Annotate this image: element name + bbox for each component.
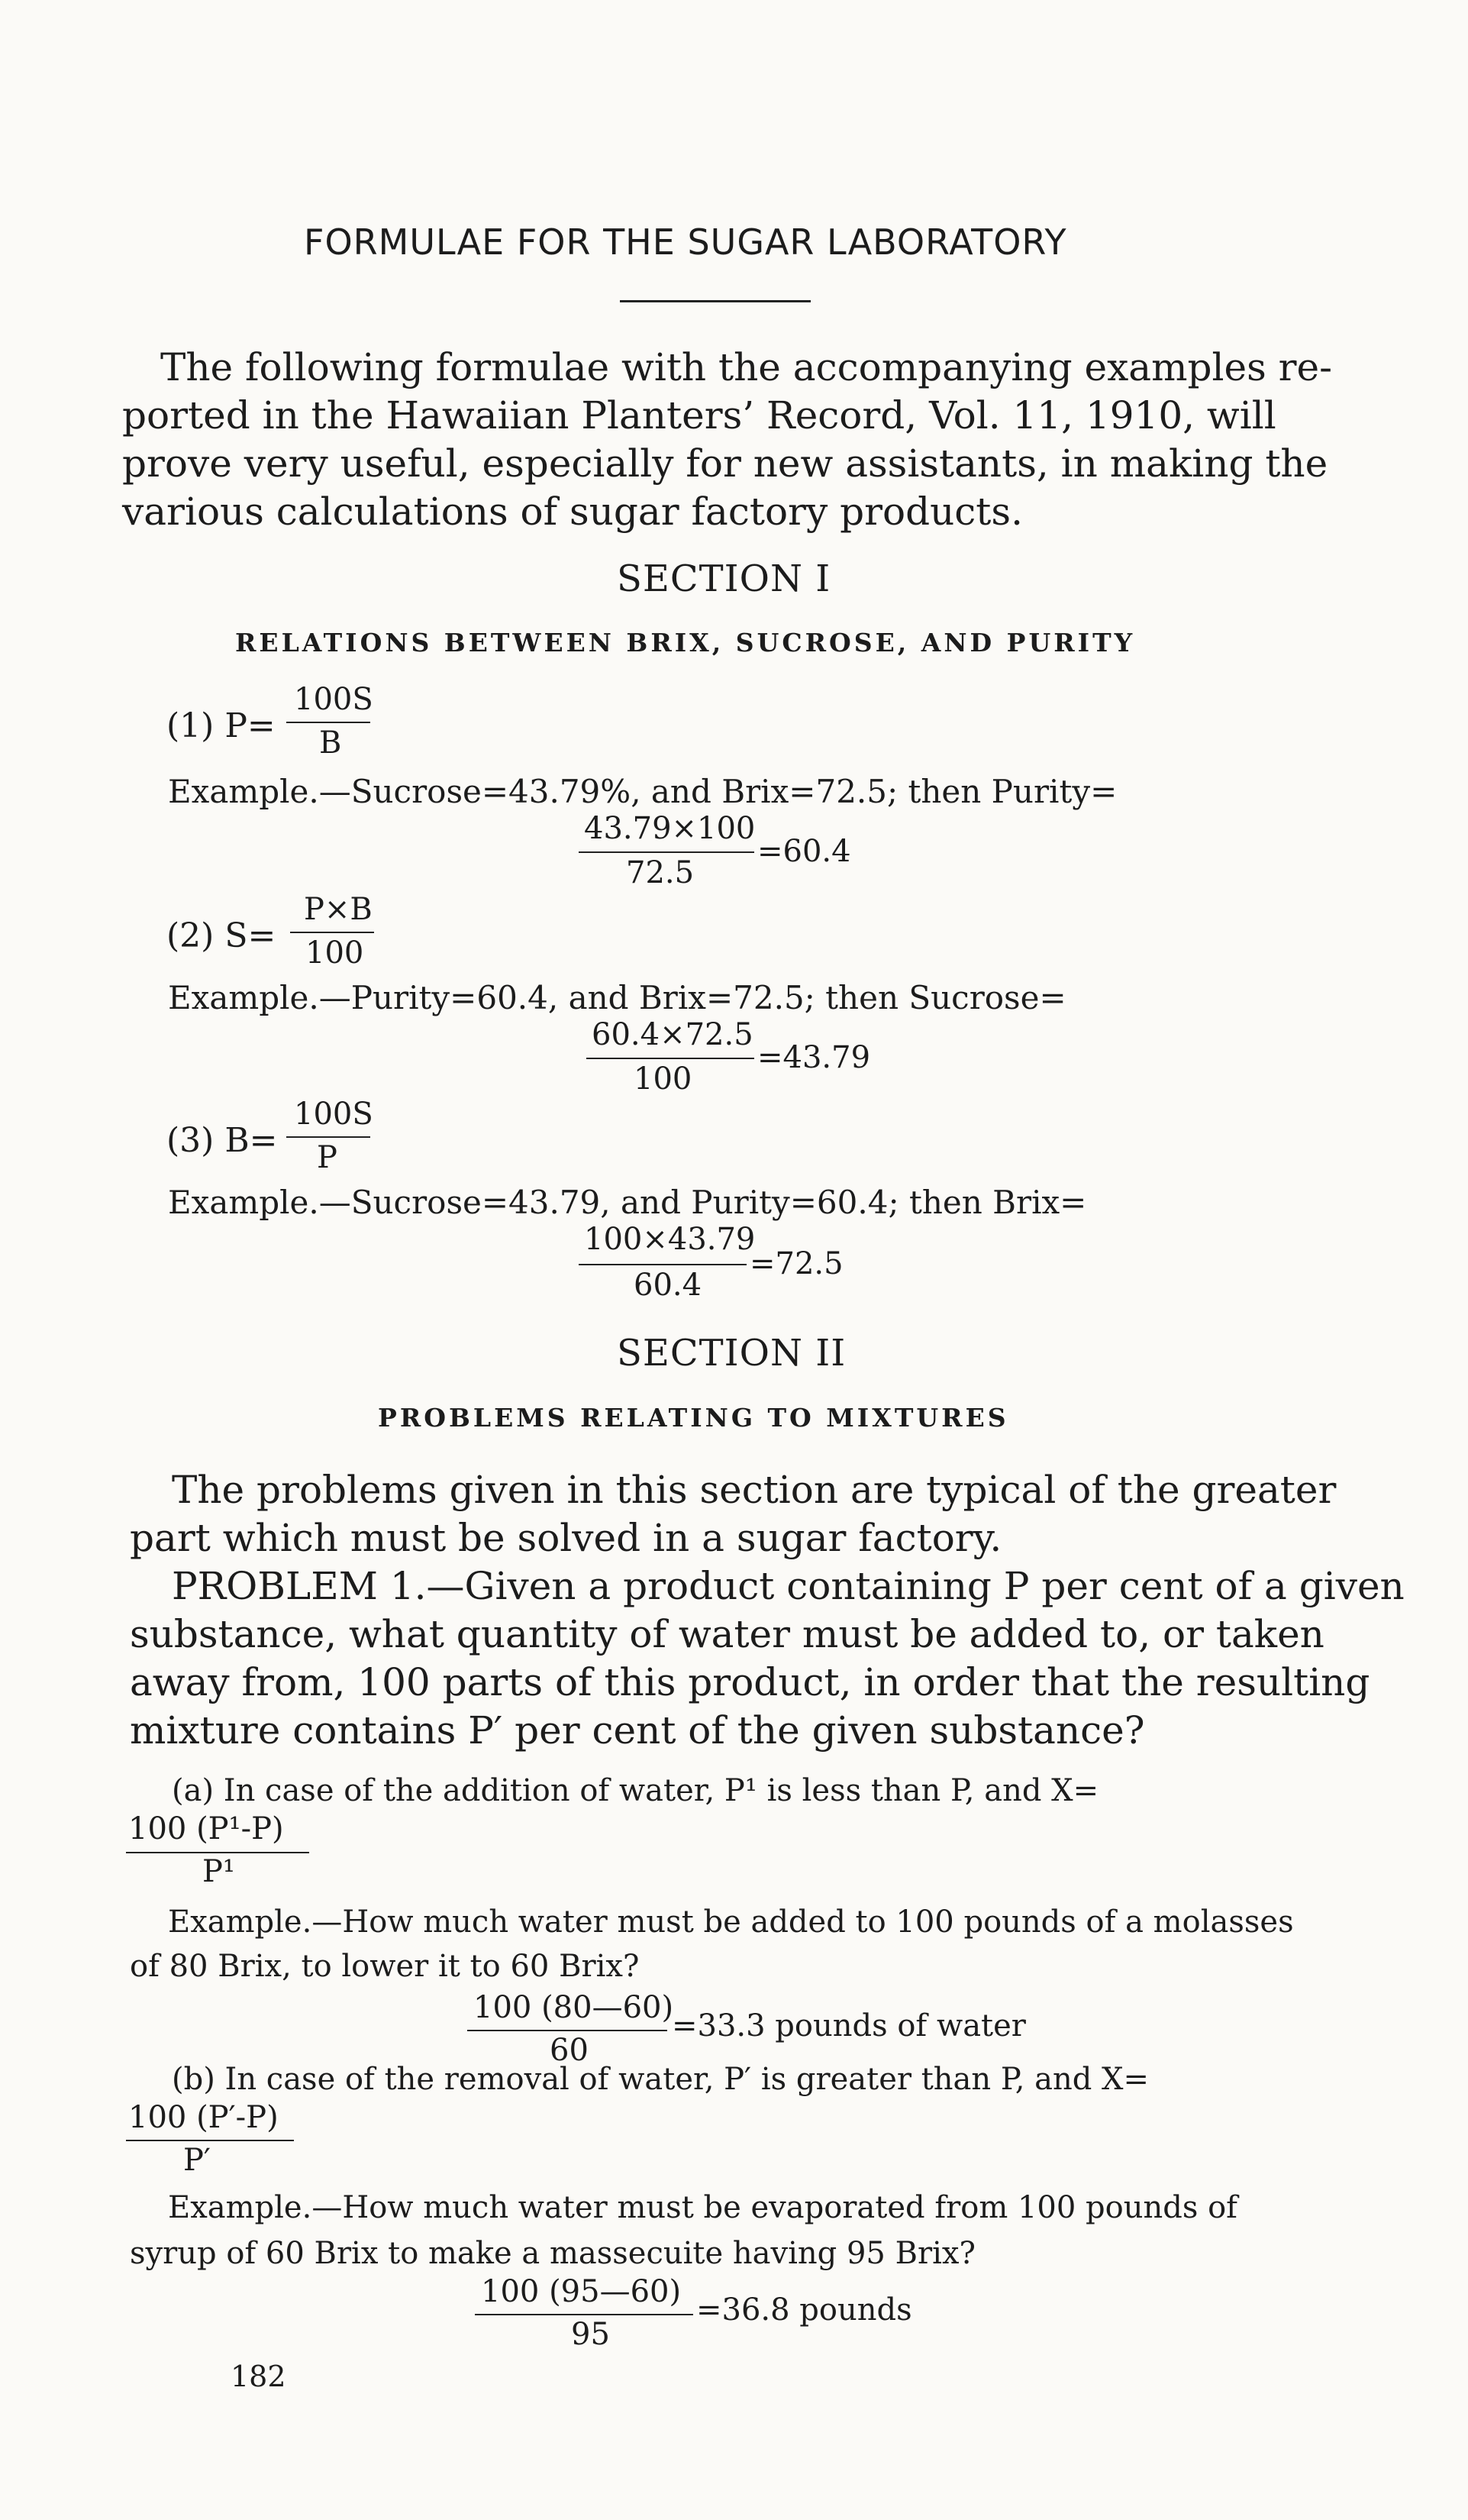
case-line: (a) In case of the addition of water, P¹ is less than P, and X= [172,1773,1099,1808]
example-line: Example.—Sucrose=43.79%, and Brix=72.5; then Purity= [168,773,1118,810]
section-heading: SECTION I [617,557,831,600]
fraction-denominator: B [319,725,342,761]
fraction-numerator: 100×43.79 [584,1222,756,1257]
fraction-numerator: 100S [294,1097,373,1132]
fraction-bar [290,932,374,933]
fraction-denominator: P′ [183,2143,211,2178]
fraction-denominator: 100 [634,1061,692,1097]
page-title: FORMULAE FOR THE SUGAR LABORATORY [304,221,1067,263]
result: =60.4 [757,834,851,869]
result: =36.8 pounds [696,2292,912,2328]
fraction-denominator: P [317,1140,337,1175]
fraction-numerator: 100 (80—60) [473,1990,674,2025]
problem-line: PROBLEM 1.—Given a product containing P per cent of a given [172,1564,1405,1608]
fraction-bar [586,1058,754,1059]
fraction-denominator: P¹ [202,1854,235,1889]
result: =43.79 [757,1040,871,1075]
problem-line: away from, 100 parts of this product, in order that the resulting [130,1660,1370,1704]
example-line: Example.—How much water must be added to 100 pounds of a molasses [168,1905,1294,1940]
fraction-bar [286,722,370,723]
example-line: of 80 Brix, to lower it to 60 Brix? [130,1949,640,1984]
section-subheading: RELATIONS BETWEEN BRIX, SUCROSE, AND PURITY [235,628,1136,657]
fraction-numerator: 60.4×72.5 [592,1017,753,1052]
example-line: Example.—Purity=60.4, and Brix=72.5; then Sucrose= [168,979,1066,1016]
example-line: Example.—How much water must be evaporated from 100 pounds of [168,2190,1237,2225]
fraction-denominator: 60.4 [634,1268,702,1303]
fraction-denominator: 100 [305,935,364,971]
fraction-numerator: 100 (P′-P) [128,2100,279,2135]
result: =72.5 [750,1246,844,1281]
fraction-numerator: P×B [304,892,373,927]
fraction-numerator: 43.79×100 [584,811,756,846]
paragraph-line: The problems given in this section are typical of the greater [172,1468,1337,1512]
fraction-bar [126,1852,309,1853]
fraction-denominator: 72.5 [626,855,695,890]
fraction-numerator: 100S [294,682,373,717]
intro-line: The following formulae with the accompanying examples re- [160,345,1333,389]
problem-line: substance, what quantity of water must be added to, or taken [130,1612,1324,1656]
section-subheading: PROBLEMS RELATING TO MIXTURES [378,1403,1009,1433]
formula-label: (1) P= [166,706,276,745]
formula-label: (2) S= [166,916,276,955]
fraction-bar [467,2030,667,2031]
intro-line: prove very useful, especially for new assistants, in making the [122,441,1328,486]
formula-label: (3) B= [166,1121,278,1160]
fraction-bar [475,2314,693,2315]
fraction-numerator: 100 (P¹-P) [128,1811,284,1846]
fraction-bar [126,2140,294,2141]
fraction-bar [579,1264,747,1265]
result: =33.3 pounds of water [672,2008,1026,2043]
example-line: syrup of 60 Brix to make a massecuite having 95 Brix? [130,2236,976,2271]
fraction-bar [579,851,754,853]
intro-line: ported in the Hawaiian Planters’ Record, Vol. 11, 1910, will [122,393,1276,438]
case-line: (b) In case of the removal of water, P′ is greater than P, and X= [172,2062,1150,2097]
intro-line: various calculations of sugar factory products. [122,489,1023,534]
page-number: 182 [231,2360,286,2393]
fraction-bar [286,1136,370,1138]
paragraph-line: part which must be solved in a sugar factory. [130,1516,1002,1560]
fraction-numerator: 100 (95—60) [481,2274,682,2309]
example-line: Example.—Sucrose=43.79, and Purity=60.4; then Brix= [168,1184,1087,1221]
fraction-denominator: 95 [571,2317,610,2352]
fraction-denominator: 60 [550,2033,589,2068]
title-rule [620,300,811,302]
section-heading: SECTION II [617,1332,847,1375]
problem-line: mixture contains P′ per cent of the given substance? [130,1708,1145,1753]
